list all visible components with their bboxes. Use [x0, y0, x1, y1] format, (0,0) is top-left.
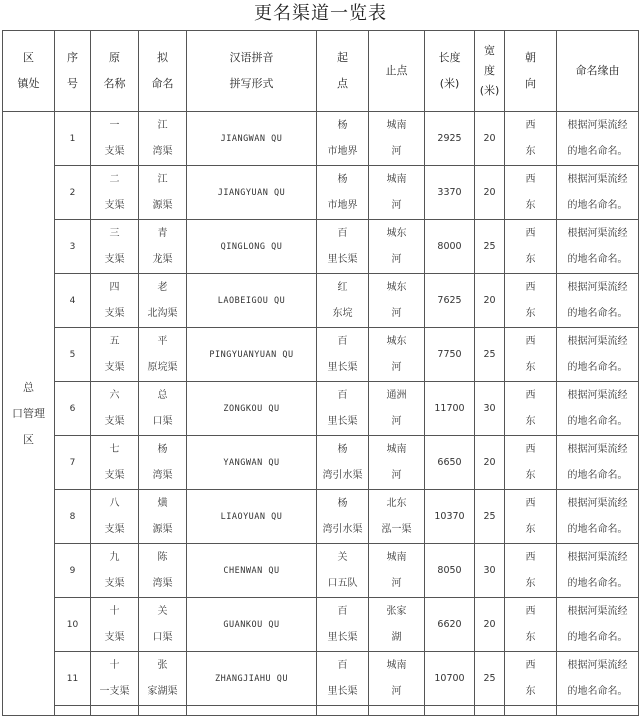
end-cell: 城南 河 [369, 112, 425, 166]
reason-cell: 根据河渠流经 的地名命名。 [557, 490, 639, 544]
end-cell: 张家 湖 [369, 598, 425, 652]
length-cell: 6620 [425, 598, 475, 652]
original-name-cell: 四 支渠 [91, 274, 139, 328]
end-cell: 城南 河 [369, 166, 425, 220]
pinyin-cell: ZONGKOU QU [187, 382, 317, 436]
table-row [3, 112, 639, 166]
original-name-cell: 五 支渠 [91, 328, 139, 382]
length-cell: 10700 [425, 652, 475, 706]
direction-cell: 西 东 [505, 544, 557, 598]
start-cell: 百 里长渠 [317, 220, 369, 274]
header-seq: 序 号 [55, 31, 91, 112]
start-cell: 杨 市地界 [317, 112, 369, 166]
start-cell: 百 里长渠 [317, 382, 369, 436]
width-cell: 20 [475, 598, 505, 652]
original-name-cell: 十 一支渠 [91, 652, 139, 706]
header-end: 止点 [369, 31, 425, 112]
width-cell: 20 [475, 274, 505, 328]
seq-cell: 7 [55, 436, 91, 490]
district-cell: 总 口管理 区 [3, 112, 55, 716]
width-cell: 25 [475, 490, 505, 544]
original-name-cell: 二 支渠 [91, 166, 139, 220]
table-row [3, 544, 639, 598]
end-cell: 城南 河 [369, 436, 425, 490]
proposed-name-cell: 青 龙渠 [139, 220, 187, 274]
proposed-name-cell: 平 原垸渠 [139, 328, 187, 382]
end-cell: 北东 泓一渠 [369, 490, 425, 544]
end-cell: 通洲 河 [369, 382, 425, 436]
end-cell: 城东 河 [369, 328, 425, 382]
table-row [3, 382, 639, 436]
reason-cell: 根据河渠流经 的地名命名。 [557, 220, 639, 274]
width-cell: 25 [475, 652, 505, 706]
width-cell: 30 [475, 382, 505, 436]
header-start: 起 点 [317, 31, 369, 112]
pinyin-cell: PINGYUANYUAN QU [187, 328, 317, 382]
length-cell: 2925 [425, 112, 475, 166]
pinyin-cell: GUANKOU QU [187, 598, 317, 652]
width-cell: 25 [475, 328, 505, 382]
width-cell: 25 [475, 220, 505, 274]
header-width: 宽 度 (米) [475, 31, 505, 112]
start-cell: 杨 湾引水渠 [317, 436, 369, 490]
header-reason: 命名缘由 [557, 31, 639, 112]
reason-cell: 根据河渠流经 的地名命名。 [557, 274, 639, 328]
direction-cell: 西 东 [505, 382, 557, 436]
start-cell: 红 东垸 [317, 274, 369, 328]
header-direction: 朝 向 [505, 31, 557, 112]
seq-cell: 3 [55, 220, 91, 274]
seq-cell: 11 [55, 652, 91, 706]
seq-cell: 1 [55, 112, 91, 166]
seq-cell: 4 [55, 274, 91, 328]
direction-cell: 西 东 [505, 166, 557, 220]
direction-cell: 西 东 [505, 274, 557, 328]
pinyin-cell: ZHANGJIAHU QU [187, 652, 317, 706]
original-name-cell: 一 支渠 [91, 112, 139, 166]
header-length: 长度 (米) [425, 31, 475, 112]
direction-cell: 西 东 [505, 220, 557, 274]
original-name-cell: 六 支渠 [91, 382, 139, 436]
header-pinyin: 汉语拼音 拼写形式 [187, 31, 317, 112]
table-row [3, 220, 639, 274]
end-cell: 城南 河 [369, 544, 425, 598]
original-name-cell: 十 支渠 [91, 598, 139, 652]
pinyin-cell: CHENWAN QU [187, 544, 317, 598]
original-name-cell: 八 支渠 [91, 490, 139, 544]
proposed-name-cell: 老 北沟渠 [139, 274, 187, 328]
reason-cell: 根据河渠流经 的地名命名。 [557, 328, 639, 382]
original-name-cell: 九 支渠 [91, 544, 139, 598]
seq-cell: 6 [55, 382, 91, 436]
length-cell: 6650 [425, 436, 475, 490]
header-original-name: 原 名称 [91, 31, 139, 112]
original-name-cell: 三 支渠 [91, 220, 139, 274]
direction-cell: 西 东 [505, 652, 557, 706]
proposed-name-cell: 江 湾渠 [139, 112, 187, 166]
length-cell: 10370 [425, 490, 475, 544]
pinyin-cell: LAOBEIGOU QU [187, 274, 317, 328]
end-cell: 城东 河 [369, 274, 425, 328]
table-row [3, 436, 639, 490]
seq-cell: 8 [55, 490, 91, 544]
length-cell: 7750 [425, 328, 475, 382]
length-cell: 11700 [425, 382, 475, 436]
seq-cell: 5 [55, 328, 91, 382]
original-name-cell: 七 支渠 [91, 436, 139, 490]
direction-cell: 西 东 [505, 598, 557, 652]
start-cell: 百 里长渠 [317, 598, 369, 652]
reason-cell: 根据河渠流经 的地名命名。 [557, 544, 639, 598]
start-cell: 百 里长渠 [317, 652, 369, 706]
page-title: 更名渠道一览表 [254, 3, 387, 24]
pinyin-cell: YANGWAN QU [187, 436, 317, 490]
proposed-name-cell: 陈 湾渠 [139, 544, 187, 598]
reason-cell: 根据河渠流经 的地名命名。 [557, 598, 639, 652]
pinyin-cell: QINGLONG QU [187, 220, 317, 274]
direction-cell: 西 东 [505, 328, 557, 382]
seq-cell: 10 [55, 598, 91, 652]
proposed-name-cell: 江 源渠 [139, 166, 187, 220]
pinyin-cell: JIANGWAN QU [187, 112, 317, 166]
direction-cell: 西 东 [505, 112, 557, 166]
reason-cell: 根据河渠流经 的地名命名。 [557, 436, 639, 490]
proposed-name-cell: 总 口渠 [139, 382, 187, 436]
width-cell: 20 [475, 112, 505, 166]
reason-cell: 根据河渠流经 的地名命名。 [557, 112, 639, 166]
length-cell: 3370 [425, 166, 475, 220]
start-cell: 百 里长渠 [317, 328, 369, 382]
proposed-name-cell: 杨 湾渠 [139, 436, 187, 490]
end-cell: 城南 河 [369, 652, 425, 706]
end-cell: 城东 河 [369, 220, 425, 274]
header-district: 区 镇处 [3, 31, 55, 112]
width-cell: 20 [475, 436, 505, 490]
table-row [3, 490, 639, 544]
table-row [3, 598, 639, 652]
reason-cell: 根据河渠流经 的地名命名。 [557, 166, 639, 220]
direction-cell: 西 东 [505, 436, 557, 490]
table-row [3, 274, 639, 328]
channel-rename-table [2, 30, 639, 716]
proposed-name-cell: 关 口渠 [139, 598, 187, 652]
width-cell: 20 [475, 166, 505, 220]
table-row [3, 328, 639, 382]
reason-cell: 根据河渠流经 的地名命名。 [557, 382, 639, 436]
header-proposed-name: 拟 命名 [139, 31, 187, 112]
direction-cell: 西 东 [505, 490, 557, 544]
reason-cell: 根据河渠流经 的地名命名。 [557, 652, 639, 706]
header-row [3, 31, 639, 112]
length-cell: 7625 [425, 274, 475, 328]
length-cell: 8050 [425, 544, 475, 598]
pinyin-cell: JIANGYUAN QU [187, 166, 317, 220]
table-row [3, 652, 639, 706]
pinyin-cell: LIAOYUAN QU [187, 490, 317, 544]
start-cell: 杨 湾引水渠 [317, 490, 369, 544]
table-row [3, 166, 639, 220]
proposed-name-cell: 熿 源渠 [139, 490, 187, 544]
proposed-name-cell: 张 家湖渠 [139, 652, 187, 706]
seq-cell: 9 [55, 544, 91, 598]
seq-cell: 2 [55, 166, 91, 220]
width-cell: 30 [475, 544, 505, 598]
start-cell: 关 口五队 [317, 544, 369, 598]
start-cell: 杨 市地界 [317, 166, 369, 220]
length-cell: 8000 [425, 220, 475, 274]
